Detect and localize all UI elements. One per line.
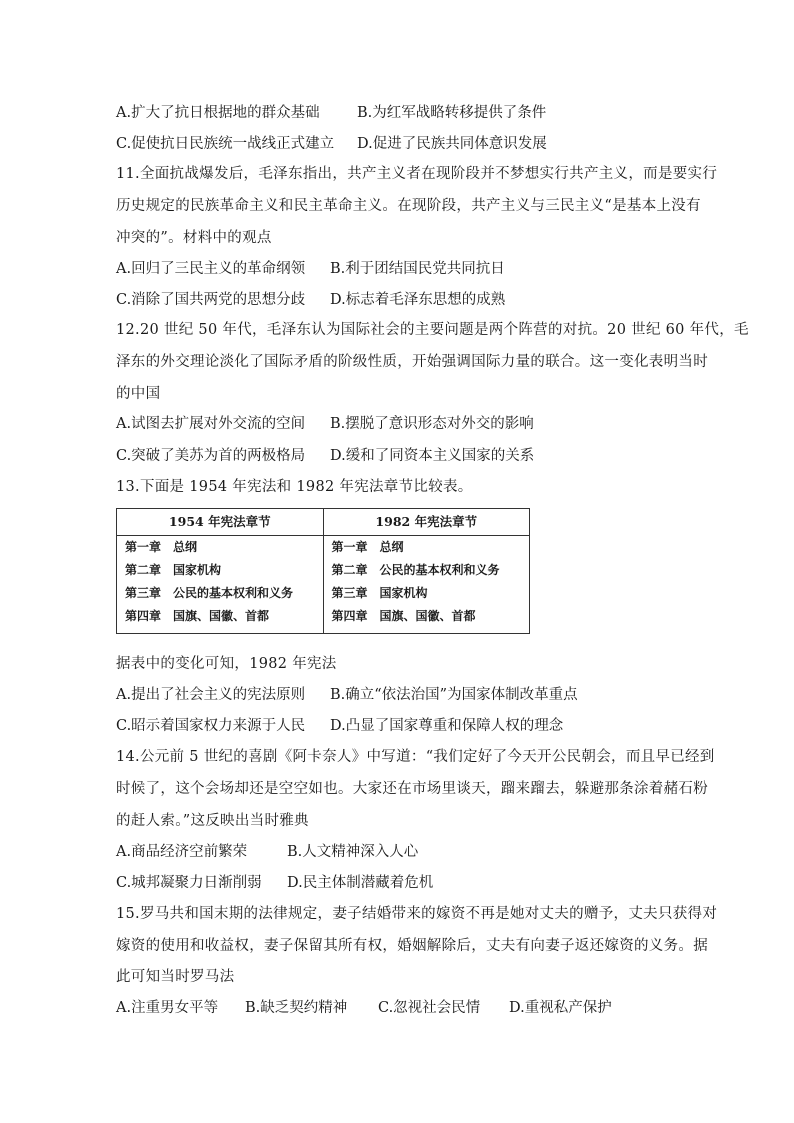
q12-option-d: D.缓和了同资本主义国家的关系 [330,448,535,464]
q14-stem-line-2: 时候了，这个会场却还是空空如也。大家还在市场里谈天，蹓来蹓去，躲避那条涂着赭石粉 [116,781,708,797]
table-row: 第四章 国旗、国徽、首都 [125,609,270,623]
q13-option-d: D.凸显了国家尊重和保障人权的理念 [330,718,564,734]
table-row: 第二章 国家机构 [125,563,222,577]
q13-option-a: A.提出了社会主义的宪法原则 [116,687,306,703]
table-row: 第一章 总纲 [125,540,198,554]
q11-stem-line-3: 冲突的”。材料中的观点 [116,230,272,246]
q14-stem-line-1: 14.公元前 5 世纪的喜剧《阿卡奈人》中写道：“我们定好了今天开公民朝会，而且早已经到 [116,749,715,765]
q10-option-a: A.扩大了抗日根据地的群众基础 [116,105,320,121]
q12-option-b: B.摆脱了意识形态对外交的影响 [330,416,534,432]
q15-stem-line-2: 嫁资的使用和收益权，妻子保留其所有权，婚姻解除后，丈夫有向妻子返还嫁资的义务。据 [116,938,708,954]
table-header-1954: 1954 年宪法章节 [117,509,323,536]
constitution-comparison-table [116,508,530,634]
q10-option-c: C.促使抗日民族统一战线正式建立 [116,136,335,152]
q14-stem-line-3: 的赶人索。”这反映出当时雅典 [116,813,309,829]
q15-stem-line-3: 此可知当时罗马法 [116,969,235,985]
q11-stem-line-1: 11.全面抗战爆发后，毛泽东指出，共产主义者在现阶段并不梦想实行共产主义，而是要实行 [116,166,718,182]
q14-option-b: B.人文精神深入人心 [287,844,419,860]
q11-option-b: B.利于团结国民党共同抗日 [330,261,505,277]
table-row: 第一章 总纲 [331,540,404,554]
q15-stem-line-1: 15.罗马共和国末期的法律规定，妻子结婚带来的嫁资不再是她对丈夫的赠予，丈夫只获得对 [116,906,718,922]
q14-option-a: A.商品经济空前繁荣 [116,844,248,860]
table-row: 第四章 国旗、国徽、首都 [331,609,476,623]
q11-option-a: A.回归了三民主义的革命纲领 [116,261,306,277]
q10-option-b: B.为红军战略转移提供了条件 [357,105,547,121]
q10-option-d: D.促进了民族共同体意识发展 [357,136,547,152]
table-row: 第三章 公民的基本权利和义务 [125,586,294,600]
q15-option-c: C.忽视社会民情 [378,1000,481,1016]
table-column-1954 [117,509,323,633]
q14-option-d: D.民主体制潜藏着危机 [287,875,434,891]
q13-option-c: C.昭示着国家权力来源于人民 [116,718,306,734]
q12-stem-line-1: 12.20 世纪 50 年代，毛泽东认为国际社会的主要问题是两个阵营的对抗。20 世纪 60 年代，毛 [116,322,749,338]
q13-stem: 13.下面是 1954 年宪法和 1982 年宪法章节比较表。 [116,479,473,495]
q13-option-b: B.确立“依法治国”为国家体制改革重点 [330,687,578,703]
q15-option-d: D.重视私产保护 [509,1000,612,1016]
table-row: 第二章 公民的基本权利和义务 [331,563,500,577]
q12-option-a: A.试图去扩展对外交流的空间 [116,416,306,432]
q11-option-c: C.消除了国共两党的思想分歧 [116,292,306,308]
q15-option-a: A.注重男女平等 [116,1000,219,1016]
q12-option-c: C.突破了美苏为首的两极格局 [116,448,306,464]
table-row: 第三章 国家机构 [331,586,428,600]
q12-stem-line-3: 的中国 [116,386,161,402]
q12-stem-line-2: 泽东的外交理论淡化了国际矛盾的阶级性质，开始强调国际力量的联合。这一变化表明当时 [116,354,708,370]
table-header-1982: 1982 年宪法章节 [324,509,530,536]
table-column-1982 [323,509,530,633]
q15-option-b: B.缺乏契约精神 [245,1000,348,1016]
q11-stem-line-2: 历史规定的民族革命主义和民主革命主义。在现阶段，共产主义与三民主义“是基本上没有 [116,198,701,214]
q11-option-d: D.标志着毛泽东思想的成熟 [330,292,506,308]
q14-option-c: C.城邦凝聚力日渐削弱 [116,875,262,891]
q13-question: 据表中的变化可知，1982 年宪法 [116,656,337,672]
